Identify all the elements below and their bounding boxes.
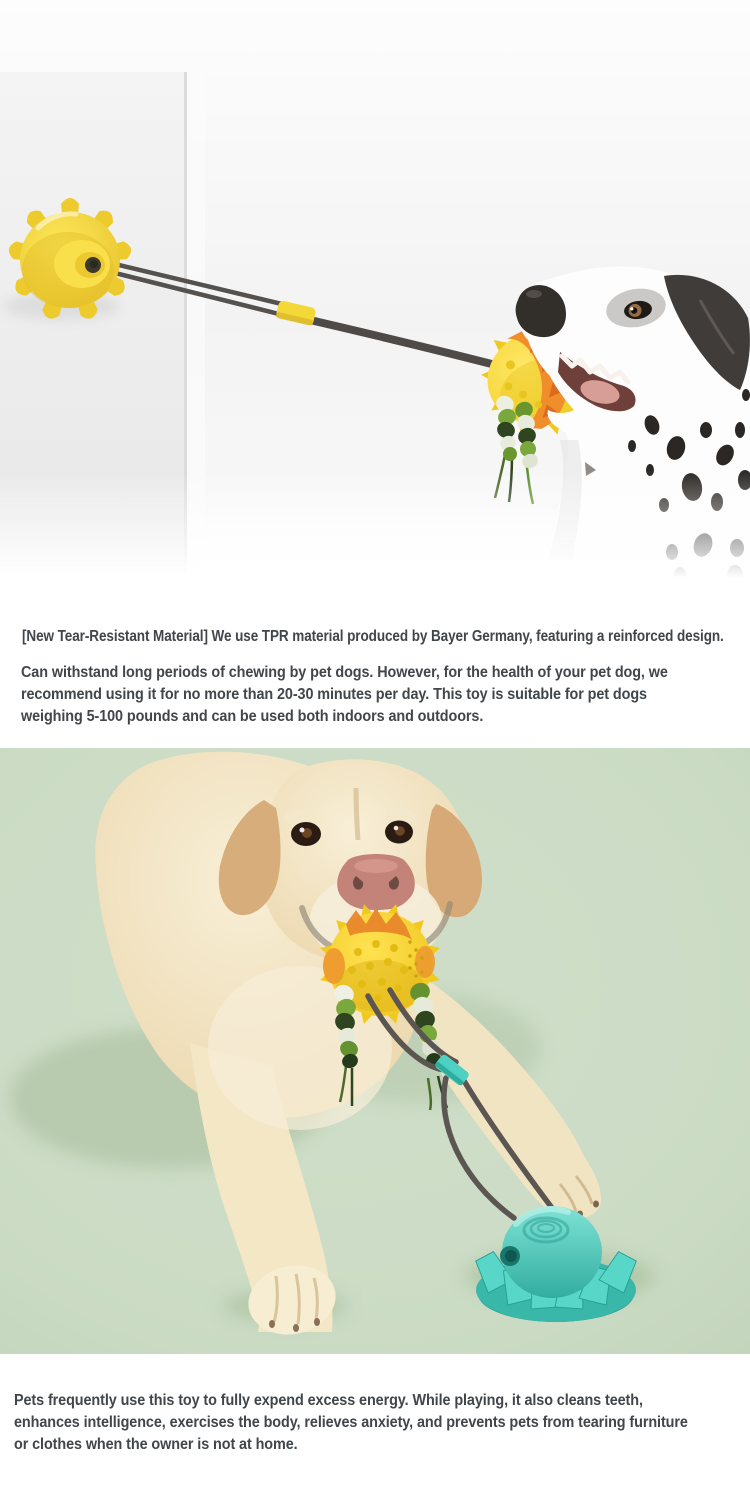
paragraph-line: recommend using it for no more than 20-30 minutes per day. This toy is suitable for pet dogs bbox=[21, 686, 647, 703]
paragraph-line: Pets frequently use this toy to fully expend excess energy. While playing, it also cleans teeth, bbox=[14, 1392, 643, 1409]
labrador-eye bbox=[385, 821, 413, 844]
hero-photo-labrador bbox=[0, 748, 750, 1354]
paragraph-usage bbox=[21, 662, 740, 728]
labrador-nose bbox=[337, 854, 415, 910]
photo-fade bbox=[0, 470, 750, 578]
paragraph-material bbox=[22, 626, 750, 648]
paragraph-benefits bbox=[14, 1390, 750, 1456]
paragraph-line: enhances intelligence, exercises the body, relieves anxiety, and prevents pets from tearing furniture bbox=[14, 1414, 688, 1431]
paragraph-line: [New Tear-Resistant Material] We use TPR material produced by Bayer Germany, featuring a reinforced design. bbox=[22, 628, 724, 645]
paragraph-line: Can withstand long periods of chewing by pet dogs. However, for the health of your pet dog, we bbox=[21, 664, 668, 681]
paragraph-line: weighing 5-100 pounds and can be used both indoors and outdoors. bbox=[21, 708, 484, 725]
paragraph-line: or clothes when the owner is not at home. bbox=[14, 1436, 298, 1453]
hero-photo-dalmatian bbox=[0, 0, 750, 578]
labrador-eye bbox=[291, 822, 321, 846]
